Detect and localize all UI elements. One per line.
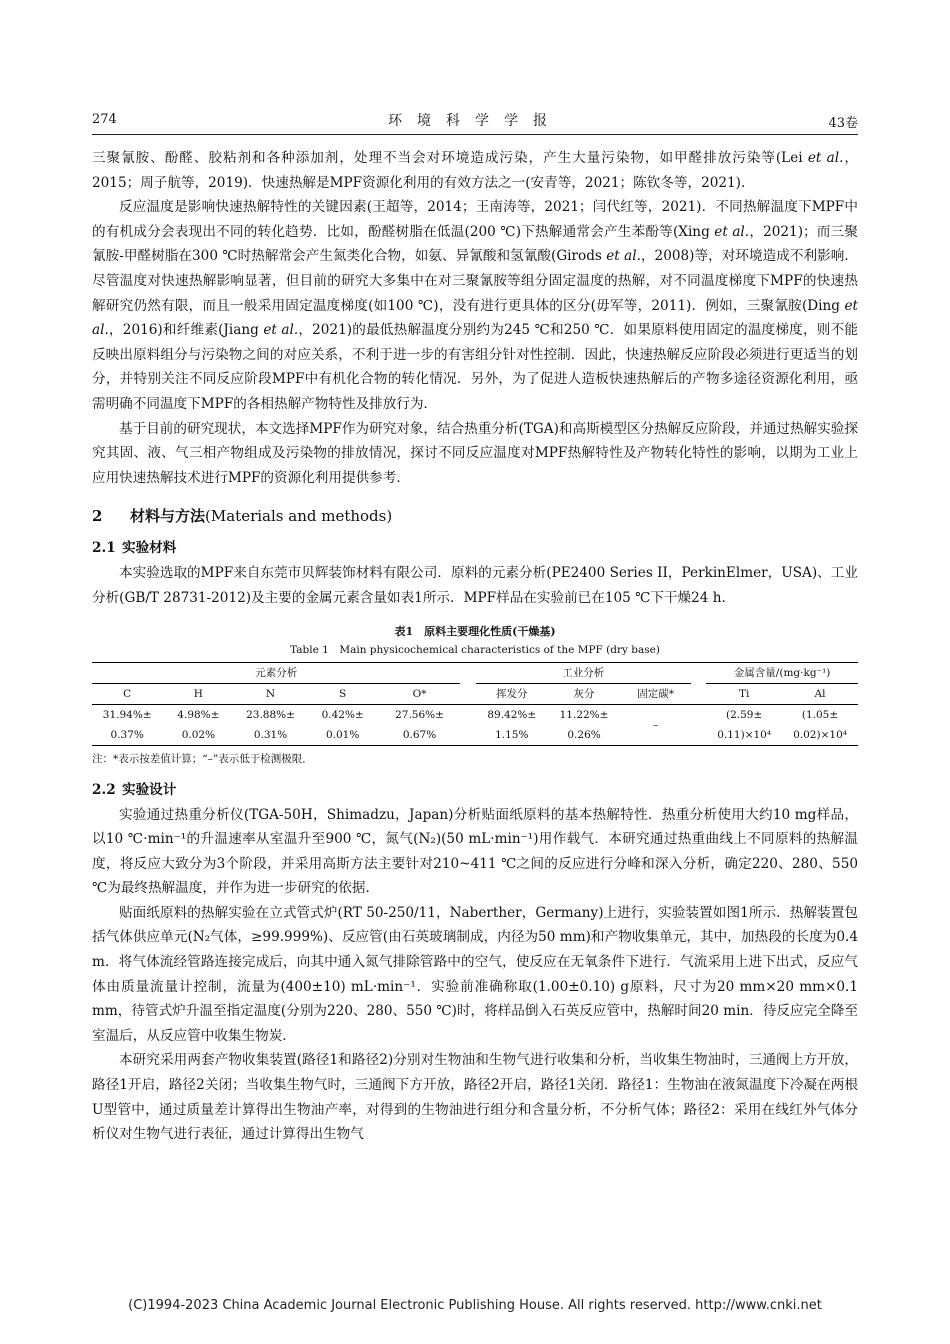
- table-group-row: [92, 662, 858, 683]
- col-c: C: [92, 683, 162, 704]
- cell: 0.11)×10⁴: [706, 725, 782, 746]
- col-volatile: 挥发分: [476, 683, 548, 704]
- page-number: 274: [92, 112, 117, 127]
- table-header-row: [92, 683, 858, 704]
- section-heading-methods: 2 材料与方法(Materials and methods): [92, 507, 393, 526]
- cell: 27.56%±: [395, 708, 444, 721]
- cell: 4.98%±: [177, 708, 220, 721]
- cell: (1.05±: [801, 708, 839, 721]
- paragraph-intro-end: 三聚氰胺、酚醛、胶粘剂和各种添加剂，处理不当会对环境造成污染，产生大量污染物，如甲醛排放污染等(Lei et al.，2015；周子航等，2019)．快速热解是MPF资源化利用的有效方法之一(安青等，2021；陈钦冬等，2021).: [92, 150, 859, 191]
- table-caption-en: Table 1 Main physicochemical characteristics of the MPF (dry base): [290, 643, 660, 656]
- cell-fixed-carbon-value: –: [620, 704, 691, 745]
- paragraph-tga: 实验通过热重分析仪(TGA-50H，Shimadzu，Japan)分析贴面纸原料的基本热解特性．热重分析使用大约10 mg样品，以10 ℃·min⁻¹的升温速率从室温升至900 ℃，氮气(N₂)(50 mL·min⁻¹)用作载气．本研究通过热重曲线上不同原料的热解温度，将反应大致分为3个阶段，并采用高斯方法主要针对210~411 ℃之间的反应进行分峰和深入分析，确定220、280、550 ℃为最终热解温度，并作为进一步研究的依据．: [92, 806, 858, 897]
- running-header: [92, 108, 858, 135]
- group-elemental: 元素分析: [92, 662, 460, 683]
- cell: (2.59±: [726, 708, 763, 721]
- col-fixed-carbon: 固定碳*: [620, 683, 691, 704]
- cell: 0.02)×10⁴: [782, 725, 858, 746]
- article-body: [92, 146, 858, 1147]
- table-note: 注：*表示按差值计算；“–”表示低于检测极限．: [92, 752, 313, 765]
- col-n: N: [234, 683, 306, 704]
- col-ash: 灰分: [548, 683, 620, 704]
- table-1: [92, 662, 858, 746]
- cell: 0.01%: [307, 725, 379, 746]
- table-row: [92, 704, 858, 725]
- col-o: O*: [379, 683, 461, 704]
- paragraph-collection: 本研究采用两套产物收集装置(路径1和路径2)分别对生物油和生物气进行收集和分析，当收集生物油时，三通阀上方开放，路径1开启，路径2关闭；当收集生物气时，三通阀下方开放，路径2开启，路径1关闭．路径1：生物油在液氮温度下冷凝在两根U型管中，通过质量差计算得出生物油产率，对得到的生物油进行组分和含量分析，不分析气体；路径2：采用在线红外气体分析仪对生物气进行表征，通过计算得出生物气: [92, 1052, 858, 1143]
- subsection-heading-materials: 2.1 实验材料: [92, 540, 177, 557]
- paragraph-pyrolysis-setup: 贴面纸原料的热解实验在立式管式炉(RT 50-250/11，Naberther，Germany)上进行，实验装置如图1所示．热解装置包括气体供应单元(N₂气体，≥99.999%)、反应管(由石英玻璃制成，内径为50 mm)和产物收集单元，其中，加热段的长度为0.4 m．将气体流经管路连接完成后，向其中通入氮气排除管路中的空气，使反应在无氧条件下进行．气流采用上进下出式，反应气体由质量流量计控制，流量为(400±10) mL·min⁻¹．实验前准确称取(1.00±0.10) g原料，尺寸为20 mm×20 mm×0.1 mm，待管式炉升温至指定温度(分别为220、280、550 ℃)时，将样品倒入石英反应管中，热解时间20 min．待反应完全降至室温后，从反应管中收集生物炭．: [92, 904, 858, 1044]
- col-h: H: [162, 683, 234, 704]
- table-row: [92, 725, 858, 746]
- group-proximate: 工业分析: [476, 662, 691, 683]
- group-metal: 金属含量/(mg·kg⁻¹): [706, 662, 858, 683]
- volume-label: 43卷: [828, 116, 858, 131]
- copyright-footer: (C)1994-2023 China Academic Journal Electronic Publishing House. All rights reserved. http://www.cnki.net: [128, 1298, 822, 1313]
- col-al: Al: [782, 683, 858, 704]
- table-caption-zh: 表1 原料主要理化性质(干燥基): [394, 624, 556, 638]
- cell: 0.37%: [92, 725, 162, 746]
- cell: 0.31%: [234, 725, 306, 746]
- cell: 11.22%±: [559, 708, 609, 721]
- cell: 0.67%: [379, 725, 461, 746]
- cell: 0.02%: [162, 725, 234, 746]
- cell: 23.88%±: [246, 708, 295, 721]
- col-s: S: [307, 683, 379, 704]
- cell: 31.94%±: [102, 708, 152, 721]
- subsection-heading-design: 2.2 实验设计: [92, 781, 177, 798]
- cell: 1.15%: [476, 725, 548, 746]
- paragraph-temperature: 反应温度是影响快速热解特性的关键因素(王超等，2014；王南涛等，2021；闫代红等，2021)．不同热解温度下MPF中的有机成分会表现出不同的转化趋势．比如，酚醛树脂在低温(200 ℃)下热解通常会产生苯酚等(Xing et al.，2021)；而三聚氰胺-甲醛树脂在300 ℃时热解常会产生氮类化合物，如氨、异氰酸和氢氰酸(Girods et al.，2008)等，对环境造成不利影响．尽管温度对快速热解影响显著，但目前的研究大多集中在对三聚氰胺等组分固定温度的热解，对不同温度梯度下MPF的快速热解研究仍然有限，而且一般采用固定温度梯度(如100 ℃)，没有进行更具体的区分(毋军等，2011)．例如，三聚氰胺(Ding et al.，2016)和纤维素(Jiang et al.，2021)的最低热解温度分别约为245 ℃和250 ℃．如果原料使用固定的温度梯度，则不能反映出原料组分与污染物之间的对应关系，不利于进一步的有害组分针对性控制．因此，快速热解反应阶段必须进行更适当的划分，并特别关注不同反应阶段MPF中有机化合物的转化情况．另外，为了促进人造板快速热解后的产物多途径资源化利用，亟需明确不同温度下MPF的各相热解产物特性及排放行为．: [92, 199, 858, 412]
- col-ti: Ti: [706, 683, 782, 704]
- cell: 0.42%±: [321, 708, 364, 721]
- journal-title: 环境科学学报: [388, 113, 562, 129]
- paragraph-materials: 本实验选取的MPF来自东莞市贝辉装饰材料有限公司．原料的元素分析(PE2400 Series II，PerkinElmer，USA)、工业分析(GB/T 28731-2012)及主要的金属元素含量如表1所示．MPF样品在实验前已在105 ℃下干燥24 h.: [92, 565, 858, 606]
- cell: 89.42%±: [487, 708, 537, 721]
- paragraph-objective: 基于目前的研究现状，本文选择MPF作为研究对象，结合热重分析(TGA)和高斯模型区分热解反应阶段，并通过热解实验探究其固、液、气三相产物组成及污染物的排放情况，探讨不同反应温度对MPF热解特性及产物转化特性的影响，以期为工业上应用快速热解技术进行MPF的资源化利用提供参考．: [92, 420, 858, 486]
- cell: 0.26%: [548, 725, 620, 746]
